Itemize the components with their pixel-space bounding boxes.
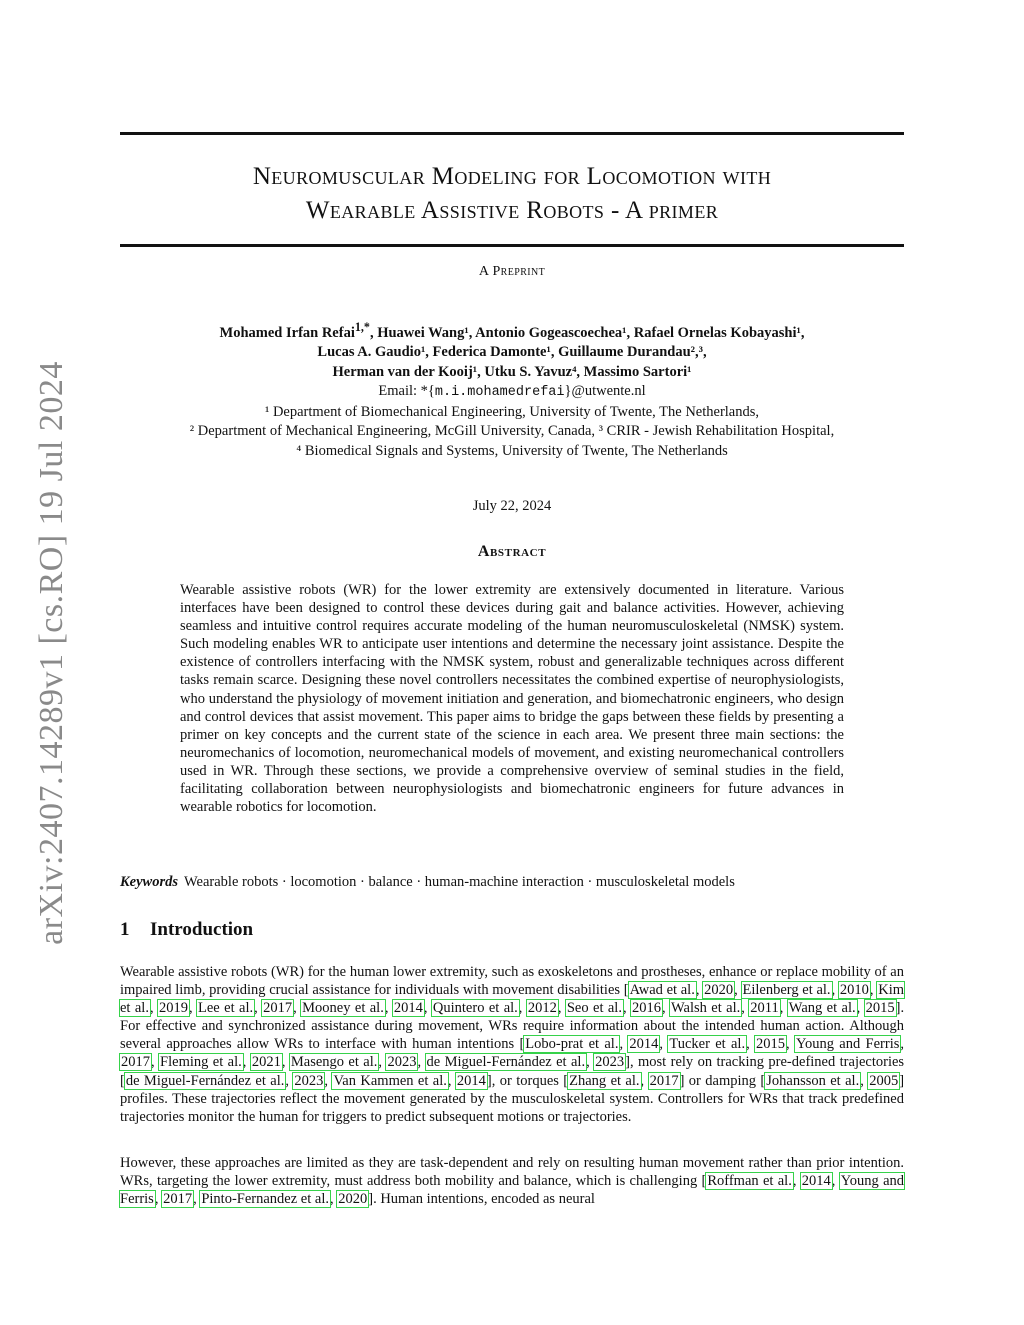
authors-line-2: Lucas A. Gaudio¹, Federica Damonte¹, Guillaume Durandau²,³, — [317, 344, 707, 361]
first-author-affil: 1,* — [354, 320, 370, 334]
citation-link[interactable]: 2023 — [595, 1054, 625, 1071]
text-run: , — [831, 982, 839, 999]
citation-link[interactable]: 2017 — [649, 1072, 679, 1089]
text-run: , — [193, 1191, 201, 1208]
text-run: ], most rely on tracking pre-defined trajectories [ — [120, 1054, 905, 1089]
abstract-text: Wearable assistive robots (WR) for the lower extremity are extensively documented in literature. Various interfaces have been designed to control these devices during gait and balance activities. However, achieving seamless and intuitive control requires accurate modeling of the human neuromusculoskeletal (NMSK) system. Such modeling enables WR to anticipate user intentions and determine the necessary joint assistance. Despite the existence of controllers interfacing with the NMSK system, robust and generalizable techniques across different tasks remain scarce. Designing these novel controllers necessitates the combined expertise of neurophysiologists, who understand the physiology of movement initiation and generation, and biomechatronic engineers, who design and control devices that assist movement. This paper aims to bridge the gaps between these fields by presenting a primer on key concepts and the current state of the science in each area. We present three main sections: the neuromechanics of locomotion, neuromechanical models of movement, and existing neuromechanical controllers used in WR. Through these sections, we provide a comprehensive overview of seminal studies in the field, facilitating collaboration between neurophysiologists and biomechatronic engineers for future advances in wearable robotics for locomotion. — [180, 582, 844, 816]
citation-link[interactable]: 2017 — [121, 1054, 150, 1071]
citation-link[interactable]: Young and Ferris — [795, 1036, 900, 1053]
keywords-list: Wearable robots · locomotion · balance · human-machine interaction · musculoskeletal models — [184, 874, 735, 890]
citation-link[interactable]: Johansson et al. — [766, 1072, 860, 1089]
text-run: , — [151, 1054, 160, 1071]
text-run: , — [741, 1000, 750, 1017]
citation-link[interactable]: Mooney et al. — [302, 1000, 384, 1017]
citation-link[interactable]: Roffman et al. — [707, 1173, 792, 1190]
text-run: , — [622, 1000, 631, 1017]
text-run: , — [792, 1173, 801, 1190]
paper-date: July 22, 2024 — [472, 498, 552, 514]
keywords — [120, 874, 904, 891]
text-run: , — [831, 1173, 840, 1190]
citation-link[interactable]: 2020 — [338, 1191, 368, 1208]
text-run: , — [285, 1072, 294, 1089]
citation-link[interactable]: 2014 — [393, 1000, 423, 1017]
citation-link[interactable]: de Miguel-Fernández et al. — [426, 1054, 586, 1071]
bottom-rule — [120, 244, 904, 247]
text-run: , — [695, 982, 704, 999]
citation-link[interactable]: 2010 — [839, 982, 869, 999]
citation-link[interactable]: 2023 — [294, 1072, 324, 1089]
text-run: ]. For effective and synchronized assistance during movement, WRs require information about the intended human action. Although several approaches allow WRs to interface with human intentions [ — [120, 1000, 905, 1053]
text-run: ] profiles. These trajectories reflect the movement generated by the musculoskeletal system. Controllers for WRs that track predefined trajectories monitor the human for triggers to predict subsequent motions or trajectories. — [120, 1072, 905, 1125]
text-run: , — [860, 1072, 869, 1089]
citation-link[interactable]: Fleming et al. — [160, 1054, 242, 1071]
text-run: , — [188, 1000, 198, 1017]
citation-link[interactable]: Seo et al. — [566, 1000, 622, 1017]
citation-link[interactable]: Walsh et al. — [671, 1000, 741, 1017]
text-run: , — [662, 1000, 671, 1017]
title-line-1: Neuromuscular Modeling for Locomotion with — [252, 163, 772, 190]
citation-link[interactable]: 2015 — [756, 1036, 786, 1053]
email-line — [120, 382, 904, 403]
title-line-2: Wearable Assistive Robots - A primer — [305, 197, 719, 224]
paper-title — [120, 160, 904, 228]
citation-link[interactable]: Lobo-prat et al. — [525, 1036, 619, 1053]
text-run: , — [154, 1191, 163, 1208]
keywords-label: Keywords — [120, 874, 178, 890]
text-run: , — [746, 1036, 756, 1053]
section-heading-introduction — [120, 919, 253, 941]
citation-link[interactable]: 2014 — [629, 1036, 659, 1053]
citation-link[interactable]: Kim et al. — [120, 982, 904, 1017]
affiliation-1: ¹ Department of Biomechanical Engineering, University of Twente, The Netherlands, — [264, 403, 760, 420]
section-title: Introduction — [150, 919, 254, 940]
citation-link[interactable]: Van Kammen et al. — [333, 1072, 447, 1089]
arxiv-identifier: arXiv:2407.14289v1 [cs.RO] 19 Jul 2024 — [33, 361, 70, 945]
text-run: , — [378, 1054, 387, 1071]
citation-link[interactable]: 2021 — [251, 1054, 281, 1071]
text-run: , — [779, 1000, 788, 1017]
citation-link[interactable]: 2019 — [158, 1000, 188, 1017]
citation-link[interactable]: Tucker et al. — [669, 1036, 746, 1053]
text-run: , — [324, 1072, 333, 1089]
citation-link[interactable]: Awad et al. — [629, 982, 695, 999]
text-run: , — [149, 1000, 158, 1017]
email-domain: }@utwente.nl — [564, 383, 646, 400]
citation-link[interactable]: 2011 — [750, 1000, 779, 1017]
citation-link[interactable]: 2023 — [387, 1054, 417, 1071]
text-run: , — [293, 1000, 302, 1017]
citation-link[interactable]: 2020 — [704, 982, 734, 999]
citation-link[interactable]: 2012 — [527, 1000, 557, 1017]
text-run: , — [384, 1000, 393, 1017]
text-run: , — [423, 1000, 432, 1017]
text-run: ]. Human intentions, encoded as neural — [368, 1191, 595, 1208]
text-run: However, these approaches are limited as they are task-dependent and rely on resulting human movement rather than prior intention. WRs, targeting the lower extremity, must address both mobility and balance, which is challenging [ — [120, 1155, 904, 1190]
text-run: , — [869, 982, 878, 999]
citation-link[interactable]: 2014 — [801, 1173, 831, 1190]
citation-link[interactable]: Pinto-Fernandez et al. — [201, 1191, 329, 1208]
text-run: , — [518, 1000, 527, 1017]
affiliation-3: ⁴ Biomedical Signals and Systems, University of Twente, The Netherlands — [296, 442, 728, 459]
text-run: , — [281, 1054, 290, 1071]
intro-paragraph-2 — [120, 1154, 904, 1208]
intro-paragraph-1 — [120, 963, 904, 1126]
abstract-heading: Abstract — [477, 543, 547, 560]
text-run: , — [242, 1054, 251, 1071]
citation-link[interactable]: Eilenberg et al. — [742, 982, 831, 999]
text-run: , — [557, 1000, 566, 1017]
authors-line-3: Herman van der Kooij¹, Utku S. Yavuz⁴, Massimo Sartori¹ — [332, 363, 692, 380]
citation-link[interactable]: 2015 — [865, 1000, 895, 1017]
citation-link[interactable]: Masengo et al. — [290, 1054, 378, 1071]
text-run: , — [417, 1054, 426, 1071]
text-run: , — [900, 1036, 904, 1053]
text-run: , — [329, 1191, 338, 1208]
top-rule — [120, 132, 904, 135]
citation-link[interactable]: de Miguel-Fernández et al. — [125, 1072, 285, 1089]
text-run: , — [619, 1036, 629, 1053]
text-run: , — [856, 1000, 865, 1017]
affiliation-2: ² Department of Mechanical Engineering, McGill University, Canada, ³ CRIR - Jewish Rehabilitation Hospital, — [189, 423, 835, 440]
text-run: , — [659, 1036, 669, 1053]
section-number: 1 — [120, 919, 130, 940]
authors-line-1 — [120, 318, 904, 343]
citation-link[interactable]: Zhang et al. — [569, 1072, 640, 1089]
author-block — [120, 318, 904, 461]
citation-link[interactable]: 2014 — [456, 1072, 486, 1089]
citation-link[interactable]: 2005 — [869, 1072, 899, 1089]
text-run: ] or damping [ — [679, 1072, 766, 1089]
text-run: , — [447, 1072, 456, 1089]
text-run: Wearable assistive robots (WR) for the human lower extremity, such as exoskeletons and prostheses, enhance or replace mobility of an impaired limb, providing crucial assistance for individuals with movement disabilities [ — [120, 964, 904, 999]
text-run: , — [254, 1000, 263, 1017]
first-author: Mohamed Irfan Refai — [219, 324, 355, 341]
authors-line-1-rest: , Huawei Wang¹, Antonio Gogeascoechea¹, Rafael Ornelas Kobayashi¹, — [369, 324, 805, 341]
email-label: Email: *{ — [378, 383, 435, 400]
citation-link[interactable]: Young and Ferris — [120, 1173, 905, 1208]
arxiv-sidebar — [32, 361, 72, 945]
citation-link[interactable]: Lee et al. — [198, 1000, 254, 1017]
text-run: , — [586, 1054, 595, 1071]
text-run: , — [640, 1072, 649, 1089]
preprint-label: A Preprint — [478, 264, 546, 279]
citation-link[interactable]: Wang et al. — [788, 1000, 856, 1017]
email-user: m.i.mohamedrefai — [434, 385, 565, 401]
citation-link[interactable]: 2017 — [163, 1191, 193, 1208]
citation-link[interactable]: 2016 — [632, 1000, 661, 1017]
text-run: ], or torques [ — [486, 1072, 569, 1089]
citation-link[interactable]: Quintero et al. — [432, 1000, 518, 1017]
citation-link[interactable]: 2017 — [263, 1000, 293, 1017]
text-run: , — [734, 982, 742, 999]
text-run: , — [786, 1036, 795, 1053]
